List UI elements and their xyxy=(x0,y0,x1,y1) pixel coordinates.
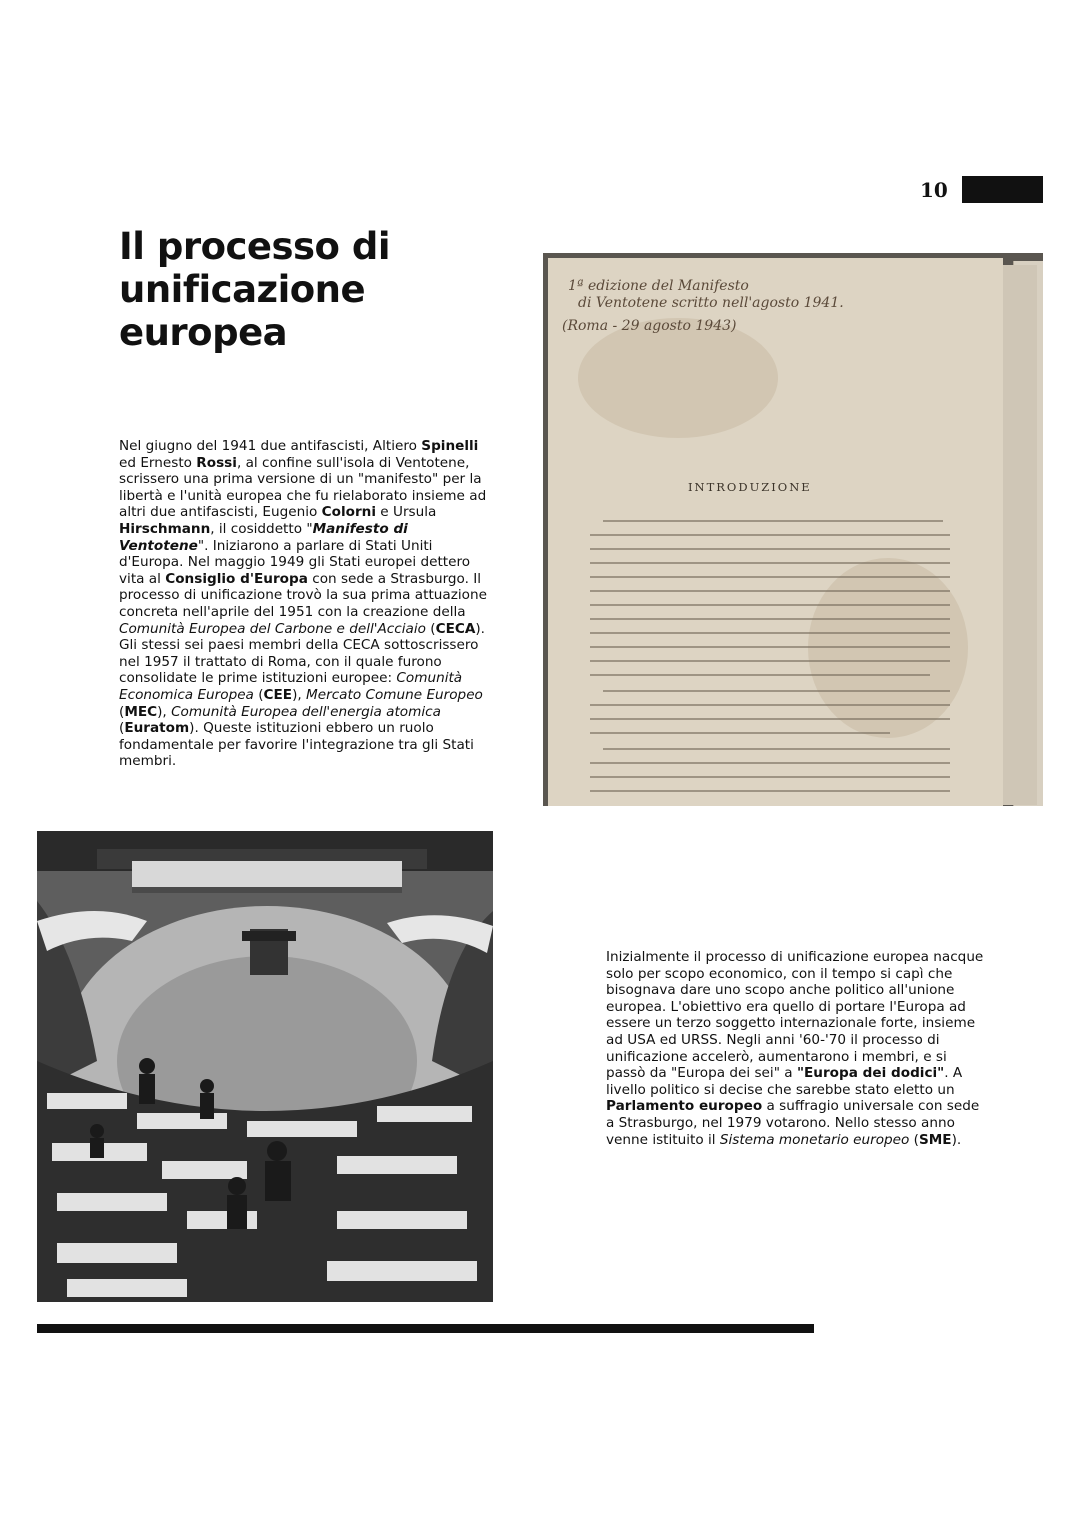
handwritten-note-line-3: (Roma - 29 agosto 1943) xyxy=(562,318,737,334)
european-parliament-photo xyxy=(37,831,493,1302)
manifesto-page xyxy=(548,258,1003,806)
parliament-hall-illustration xyxy=(37,831,493,1302)
paragraph-manifesto: Nel giugno del 1941 due antifascisti, Altiero Spinelli ed Ernesto Rossi, al confine sull'isola di Ventotene, scrissero una prima versione di un "manifesto" per la libertà e l'unità europea che fu rielaborato insieme ad altri due antifascisti, Eugenio Colorni e Ursula Hirschmann, il cosiddetto "Manifesto di Ventotene". Iniziarono a parlare di Stati Uniti d'Europa. Nel maggio 1949 gli Stati europei dettero vita al Consiglio d'Europa con sede a Strasburgo. Il processo di unificazione trovò la sua prima attuazione concreta nell'aprile del 1951 con la creazione della Comunità Europea del Carbone e dell'Acciaio (CECA). Gli stessi sei paesi membri della CECA sottoscrissero nel 1957 il trattato di Roma, con il quale furono consolidate le prime istituzioni europee: Comunità Economica Europea (CEE), Mercato Comune Europeo (MEC), Comunità Europea dell'energia atomica (Euratom). Queste istituzioni ebbero un ruolo fondamentale per favorire l'integrazione tra gli Stati membri. xyxy=(119,438,487,770)
handwritten-note-line-1: 1ª edizione del Manifesto xyxy=(568,278,749,294)
page-number-bar xyxy=(962,176,1043,203)
page-title: Il processo di unificazione europea xyxy=(119,225,391,354)
footer-divider-bar xyxy=(37,1324,814,1333)
handwritten-note-line-2: di Ventotene scritto nell'agosto 1941. xyxy=(578,295,844,311)
paragraph-political-union: Inizialmente il processo di unificazione europea nacque solo per scopo economico, con il tempo si capì che bisognava dare uno scopo anche politico all'unione europea. L'obiettivo era quello di portare l'Europa ad essere un terzo soggetto internazionale forte, insieme ad USA ed URSS. Negli anni '60-'70 il processo di unificazione accelerò, aumentarono i membri, e si passò da "Europa dei sei" a "Europa dei dodici". A livello politico si decise che sarebbe stato eletto un Parlamento europeo a suffragio universale con sede a Strasburgo, nel 1979 votarono. Nello stesso anno venne istituito il Sistema monetario europeo (SME). xyxy=(606,949,984,1148)
paper-edge xyxy=(998,265,1037,805)
document-heading: INTRODUZIONE xyxy=(688,480,812,494)
page-number: 10 xyxy=(920,178,948,202)
manifesto-document-image xyxy=(543,253,1043,806)
